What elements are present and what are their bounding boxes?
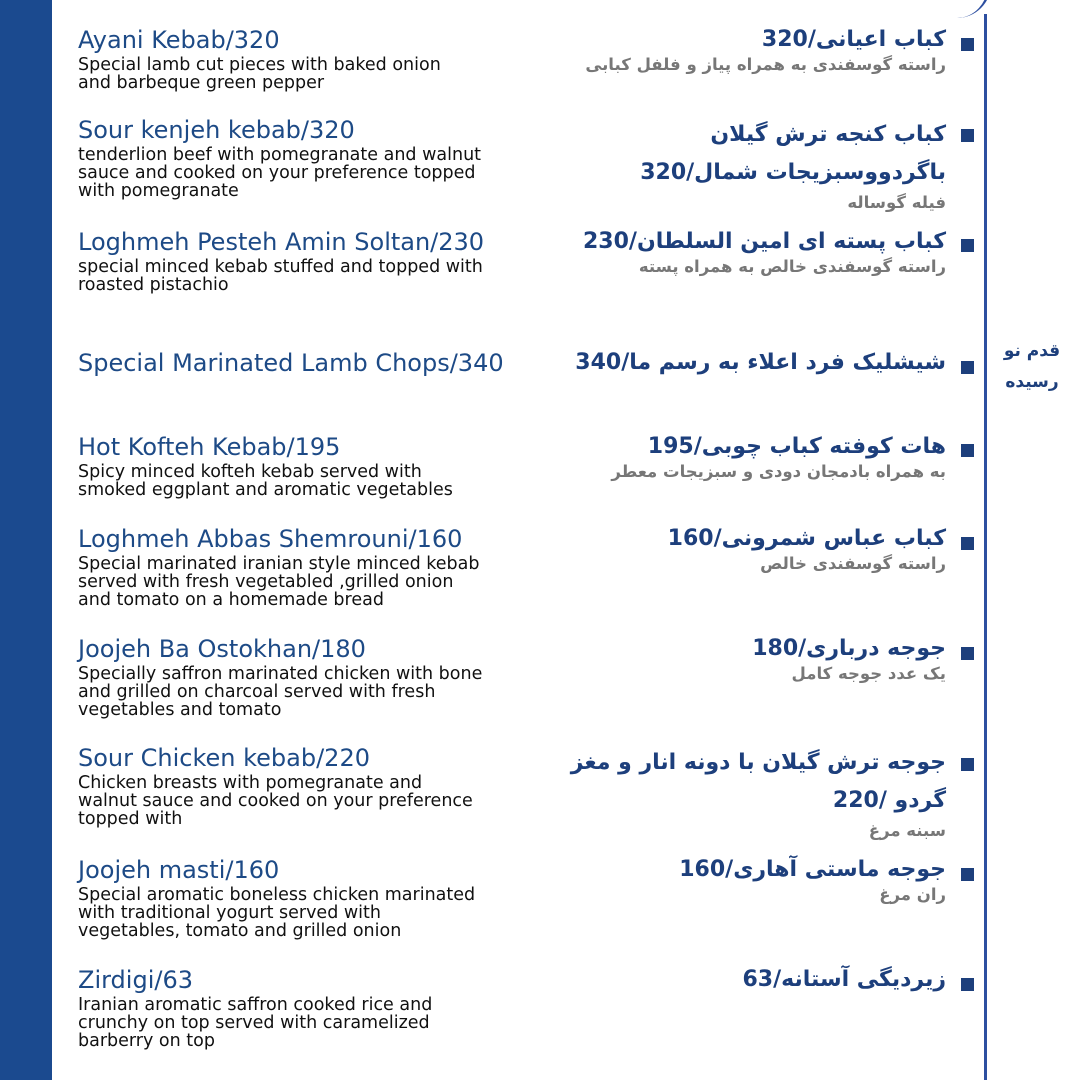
english-description bbox=[78, 146, 518, 201]
description-line: Spicy minced kofteh kebab served with bbox=[78, 462, 422, 482]
bullet-square-icon bbox=[961, 978, 974, 991]
description-line: barberry on top bbox=[78, 1031, 215, 1052]
english-column bbox=[78, 228, 518, 294]
english-column bbox=[78, 635, 518, 720]
persian-column bbox=[516, 966, 946, 994]
persian-column bbox=[516, 26, 946, 76]
english-column bbox=[78, 26, 518, 92]
description-line: served with fresh vegetabled ,grilled onion bbox=[78, 572, 454, 593]
description-line: topped with bbox=[78, 809, 183, 830]
persian-description: فیله گوساله bbox=[847, 193, 946, 212]
english-column bbox=[78, 856, 518, 941]
english-description bbox=[78, 258, 518, 294]
description-line: Special aromatic boneless chicken marinated bbox=[78, 885, 476, 905]
description-line: with pomegranate bbox=[78, 181, 239, 202]
english-column bbox=[78, 525, 518, 610]
description-line: special minced kebab stuffed and topped with bbox=[78, 257, 483, 277]
english-column bbox=[78, 116, 518, 201]
english-title: Sour kenjeh kebab/320 bbox=[78, 116, 355, 144]
english-title: Zirdigi/63 bbox=[78, 966, 193, 994]
bullet-square-icon bbox=[961, 239, 974, 252]
persian-title: کباب اعیانی/320 bbox=[761, 27, 946, 52]
persian-title: هات کوفته کباب چوبی/195 bbox=[647, 434, 946, 459]
description-line: crunchy on top served with caramelized bbox=[78, 1013, 430, 1034]
english-title: Joojeh Ba Ostokhan/180 bbox=[78, 635, 366, 663]
persian-description: ران مرغ bbox=[879, 885, 946, 904]
persian-title: باگردووسبزیجات شمال/320 bbox=[640, 160, 946, 185]
persian-column bbox=[516, 349, 946, 377]
description-line: vegetables and tomato bbox=[78, 700, 282, 721]
english-description bbox=[78, 996, 518, 1051]
persian-column bbox=[516, 228, 946, 278]
persian-title: جوجه ماستی آهاری/160 bbox=[679, 857, 946, 882]
bullet-square-icon bbox=[961, 868, 974, 881]
bullet-square-icon bbox=[961, 537, 974, 550]
persian-title: کباب کنجه ترش گیلان bbox=[710, 122, 946, 147]
persian-title: جوجه ترش گیلان با دونه انار و مغز bbox=[570, 750, 946, 775]
persian-title: شیشلیک فرد اعلاء به رسم ما/340 bbox=[575, 350, 946, 375]
persian-column bbox=[516, 856, 946, 906]
description-line: Special lamb cut pieces with baked onion bbox=[78, 55, 441, 75]
persian-description: راسته گوسفندی به همراه پیاز و فلفل کبابی bbox=[585, 55, 946, 74]
english-title: Ayani Kebab/320 bbox=[78, 26, 280, 54]
left-border-bar bbox=[0, 0, 52, 1080]
new-items-label-line: رسیده bbox=[1005, 372, 1059, 392]
english-description bbox=[78, 774, 518, 829]
description-line: sauce and cooked on your preference topped bbox=[78, 163, 476, 184]
persian-title: جوجه درباری/180 bbox=[752, 636, 946, 661]
english-description bbox=[78, 665, 518, 720]
description-line: roasted pistachio bbox=[78, 275, 229, 296]
description-line: and tomato on a homemade bread bbox=[78, 590, 384, 611]
persian-title: کباب پسته ای امین السلطان/230 bbox=[582, 229, 946, 254]
bullet-square-icon bbox=[961, 38, 974, 51]
description-line: with traditional yogurt served with bbox=[78, 903, 381, 924]
bullet-square-icon bbox=[961, 758, 974, 771]
english-title: Loghmeh Pesteh Amin Soltan/230 bbox=[78, 228, 485, 256]
english-column bbox=[78, 744, 518, 829]
persian-title: گردو /220 bbox=[832, 788, 946, 813]
english-column bbox=[78, 433, 518, 499]
right-border-line bbox=[984, 14, 987, 1080]
persian-column bbox=[516, 433, 946, 483]
persian-column bbox=[516, 116, 946, 214]
bullet-square-icon bbox=[961, 444, 974, 457]
description-line: Iranian aromatic saffron cooked rice and bbox=[78, 995, 433, 1015]
description-line: walnut sauce and cooked on your preference bbox=[78, 791, 473, 812]
bullet-square-icon bbox=[961, 647, 974, 660]
persian-column bbox=[516, 744, 946, 842]
english-description bbox=[78, 463, 518, 499]
english-title: Sour Chicken kebab/220 bbox=[78, 744, 370, 772]
description-line: and grilled on charcoal served with fresh bbox=[78, 682, 436, 703]
new-items-label-line: قدم نو bbox=[1003, 341, 1061, 361]
english-description bbox=[78, 886, 518, 941]
english-title: Loghmeh Abbas Shemrouni/160 bbox=[78, 525, 463, 553]
description-line: and barbeque green pepper bbox=[78, 73, 325, 94]
description-line: Chicken breasts with pomegranate and bbox=[78, 773, 423, 793]
description-line: vegetables, tomato and grilled onion bbox=[78, 921, 402, 942]
persian-description: سبنه مرغ bbox=[868, 821, 946, 840]
persian-description: به همراه بادمجان دودی و سبزیجات معطر bbox=[611, 462, 946, 481]
new-items-label bbox=[992, 336, 1072, 398]
english-description bbox=[78, 56, 518, 92]
persian-description: راسته گوسفندی خالص bbox=[760, 554, 946, 573]
bullet-square-icon bbox=[961, 129, 974, 142]
english-title: Special Marinated Lamb Chops/340 bbox=[78, 349, 504, 377]
english-description bbox=[78, 555, 518, 610]
description-line: Special marinated iranian style minced kebab bbox=[78, 554, 480, 574]
description-line: smoked eggplant and aromatic vegetables bbox=[78, 480, 453, 501]
english-column bbox=[78, 349, 518, 377]
persian-column bbox=[516, 635, 946, 685]
persian-title: زیردیگی آستانه/63 bbox=[742, 967, 946, 992]
description-line: Specially saffron marinated chicken with bone bbox=[78, 664, 483, 684]
english-title: Hot Kofteh Kebab/195 bbox=[78, 433, 341, 461]
persian-description: یک عدد جوجه کامل bbox=[791, 664, 946, 683]
english-title: Joojeh masti/160 bbox=[78, 856, 280, 884]
english-column bbox=[78, 966, 518, 1051]
persian-title: کباب عباس شمرونی/160 bbox=[667, 526, 946, 551]
description-line: tenderlion beef with pomegranate and walnut bbox=[78, 145, 482, 165]
persian-column bbox=[516, 525, 946, 575]
persian-description: راسته گوسفندی خالص به همراه پسته bbox=[638, 257, 946, 276]
bullet-square-icon bbox=[961, 361, 974, 374]
